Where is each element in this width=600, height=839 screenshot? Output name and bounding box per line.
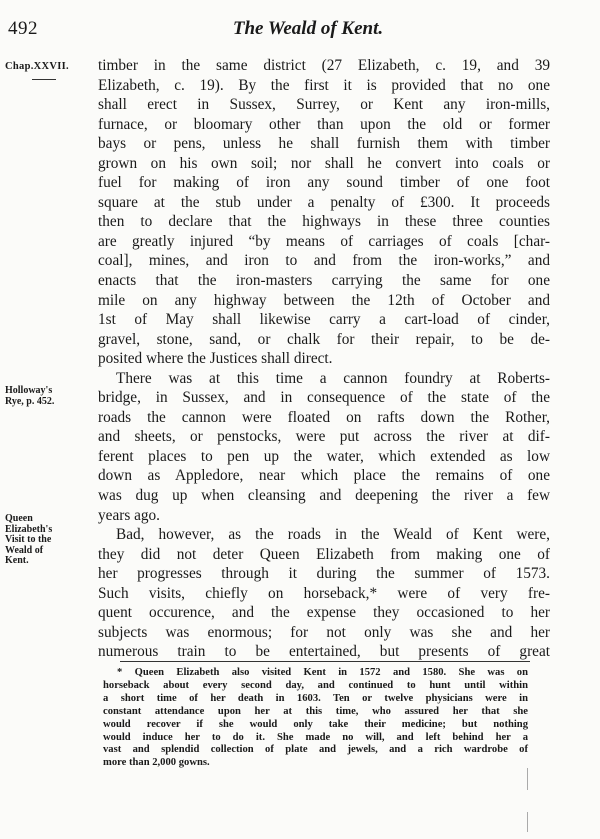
body-line: are greatly injured “by means of carriages of coals [char-	[98, 232, 550, 250]
footnote-line: horseback about every second day, and continued to hunt until within	[103, 679, 528, 691]
margin-note-holloway	[5, 386, 93, 407]
body-line: grown on his own soil; nor shall he convert into coals or	[98, 154, 550, 172]
footnote-line: would recover if she would only take their medicine; but nothing	[103, 718, 528, 730]
body-text	[98, 56, 550, 662]
body-line: square at the stub under a penalty of £300. It proceeds	[98, 193, 550, 211]
footnote-line: vast and splendid collection of plate and jewels, and a rich wardrobe of	[103, 744, 528, 756]
scan-edge-mark	[527, 768, 528, 790]
body-line: her progresses through it during the summer of 1573.	[98, 565, 550, 583]
body-line: timber in the same district (27 Elizabeth, c. 19, and 39	[98, 57, 550, 74]
margin-note-line: Weald of	[5, 544, 44, 556]
margin-note-line: Holloway's	[5, 385, 53, 396]
body-line: they did not deter Queen Elizabeth from making one of	[98, 545, 550, 563]
body-line: posited where the Justices shall direct.	[98, 350, 333, 368]
margin-note-queen-visit	[5, 514, 93, 567]
body-line: coal], mines, and iron to and from the iron-works,” and	[98, 252, 550, 270]
scan-edge-mark	[527, 812, 528, 832]
footnote	[103, 667, 528, 770]
margin-note-line: Elizabeth's	[5, 523, 53, 535]
body-line: subjects was enormous; for not only was she and her	[98, 623, 550, 641]
body-line: years ago.	[98, 506, 161, 524]
body-line: There was at this time a cannon foundry at Roberts-	[116, 369, 550, 387]
footnote-line: more than 2,000 gowns.	[103, 757, 210, 769]
margin-note-line: Rye, p. 452.	[5, 395, 55, 407]
footnote-line: constant attendance upon her at this time, who assured her that she	[103, 705, 528, 717]
body-line: gravel, stone, sand, or chalk for their repair, to be de-	[98, 330, 550, 348]
footnote-line: would induce her to do it. She made no will, and left behind her a	[103, 731, 528, 743]
margin-note-line: Visit to the	[5, 534, 52, 545]
running-title: The Weald of Kent.	[232, 18, 384, 39]
body-line: down as Appledore, near which place the remains of one	[98, 467, 550, 485]
footnote-line: a short time of her death in 1603. Ten or twelve physicians were in	[103, 692, 528, 704]
body-line: mile on any highway between the 12th of October and	[98, 291, 550, 309]
margin-note-line: Queen	[5, 513, 33, 524]
body-line: Bad, however, as the roads in the Weald of Kent were,	[116, 526, 550, 544]
body-line: shall erect in Sussex, Surrey, or Kent any iron-mills,	[98, 96, 550, 114]
chapter-rule	[32, 79, 56, 80]
body-line: furnace, or bloomary other than upon the old or former	[98, 115, 550, 133]
body-line: roads the cannon were floated on rafts down the Rother,	[98, 408, 550, 426]
body-line: bridge, in Sussex, and in consequence of the state of the	[98, 389, 550, 407]
footnote-line: * Queen Elizabeth also visited Kent in 1572 and 1580. She was on	[117, 667, 528, 678]
body-line: and sheets, or penstocks, were put across the river at dif-	[98, 428, 550, 446]
chapter-marker: Chap.XXVII.	[5, 61, 69, 72]
body-line: bays or pens, unless he shall furnish them with timber	[98, 135, 550, 153]
body-line: then to declare that the highways in these three counties	[98, 213, 550, 231]
body-line: numerous train to be entertained, but presents of great	[98, 643, 550, 661]
page-header	[8, 18, 548, 42]
body-line: 1st of May shall likewise carry a cart-load of cinder,	[98, 311, 550, 329]
body-line: ferent places to pen up the water, which extended as low	[98, 447, 550, 465]
body-line: quent occurence, and the expense they occasioned to her	[98, 604, 550, 622]
body-line: enacts that the iron-masters carrying the same for one	[98, 272, 550, 290]
body-line: Such visits, chiefly on horseback,* were of very fre-	[98, 584, 550, 602]
page-number: 492	[8, 18, 38, 39]
body-line: was dug up when cleansing and deepening the river a few	[98, 487, 550, 505]
body-line: fuel for making of iron any sound timber of one foot	[98, 174, 550, 192]
margin-note-line: Kent.	[5, 555, 29, 566]
body-line: Elizabeth, c. 19). By the first it is provided that no one	[98, 76, 550, 94]
footnote-divider	[120, 661, 530, 662]
